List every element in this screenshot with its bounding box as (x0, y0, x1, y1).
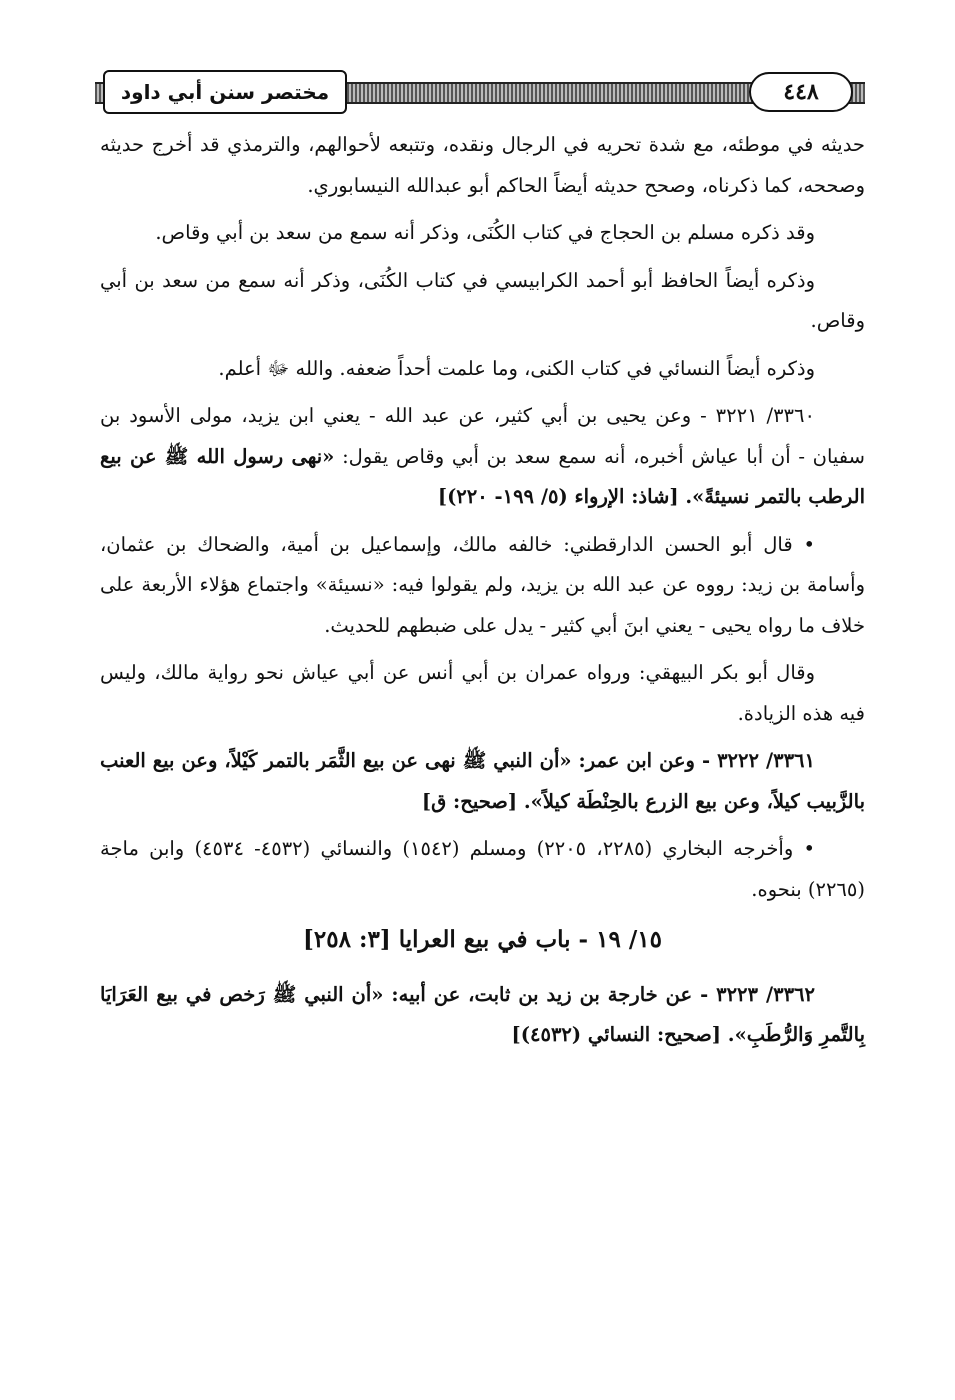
hadith-matn: «نهى رسول الله ﷺ عن بيع الرطب بالتمر نسيئةً». [شاذ: الإرواء (٥/ ١٩٩- ٢٢٠)] (100, 444, 865, 508)
page-body (100, 125, 865, 1063)
commentary: وقال أبو بكر البيهقي: ورواه عمران بن أبي أنس عن أبي عياش نحو رواية مالك، وليس فيه هذه الزيادة. (100, 661, 865, 725)
hadith-matn: «أن النبي ﷺ نهى عن بيع الثَّمَر بالتمر كَيْلاً، وعن بيع العنب بالزَّبيب كيلاً، وعن بيع الزرع بالحِنْطَة كيلاً». [صحيح: ق] (100, 749, 865, 813)
hadith-3361 (100, 741, 865, 822)
paragraph: وذكره أيضاً الحافظ أبو أحمد الكرابيسي في كتاب الكُنَى، وذكر أنه سمع من سعد بن أبي وقاص. (100, 268, 865, 332)
hadith-isnad: ٣٣٦١/ ٣٢٢٢ - وعن ابن عمر: (571, 749, 815, 772)
page-number: ٤٤٨ (749, 72, 853, 112)
page-header (95, 70, 865, 118)
commentary: • وأخرجه البخاري (٢٢٨٥، ٢٢٠٥) ومسلم (١٥٤٢) والنسائي (٤٥٣٢- ٤٥٣٤) وابن ماجة (٢٢٦٥) بنحوه. (100, 837, 865, 901)
chapter-heading: ١٥/ ١٩ - باب في بيع العرايا [٣: ٢٥٨] (303, 926, 662, 953)
paragraph: حديثه في موطئه، مع شدة تحريه في الرجال ونقده، وتتبعه لأحوالهم، والترمذي قد أخرج حديثه وصححه، كما ذكرناه، وصحح حديثه أيضاً الحاكم أبو عبدالله النيسابوري. (100, 133, 865, 197)
hadith-isnad: ٣٣٦٢/ ٣٢٢٣ - عن خارجة بن زيد بن ثابت، عن أبيه: (383, 982, 815, 1006)
paragraph: وذكره أيضاً النسائي في كتاب الكنى، وما علمت أحداً ضعفه. والله ﷻ أعلم. (218, 356, 815, 380)
commentary: • قال أبو الحسن الدارقطني: خالفه مالك، وإسماعيل بن أمية، والضحاك بن عثمان، وأسامة بن زيد: رووه عن عبد الله بن يزيد، ولم يقولوا فيه: «نسيئة» واجتماع هؤلاء الأربعة على خلاف ما رواه يحيى - يعني ابنَ أبي كثير - يدل على ضبطهم للحديث. (100, 532, 865, 637)
hadith-matn: «أن النبي ﷺ رَخص في بيع العَرَايَا بِالتَّمرِ وَالرُّطَبِ». [صحيح: النسائي (٤٥٣٢)] (100, 982, 865, 1046)
hadith-isnad: ٣٣٦٠/ ٣٢٢١ - وعن يحيى بن أبي كثير، عن عبد الله - يعني ابن يزيد، مولى الأسود بن سفيان - أن أبا عياش أخبره، أنه سمع سعد بن أبي وقاص يقول: (100, 404, 865, 468)
hadith-3362 (100, 975, 865, 1056)
hadith-3360 (100, 396, 865, 518)
book-title: مختصر سنن أبي داود (103, 70, 347, 114)
paragraph: وقد ذكره مسلم بن الحجاج في كتاب الكُنَى، وذكر أنه سمع من سعد بن أبي وقاص. (155, 221, 815, 244)
